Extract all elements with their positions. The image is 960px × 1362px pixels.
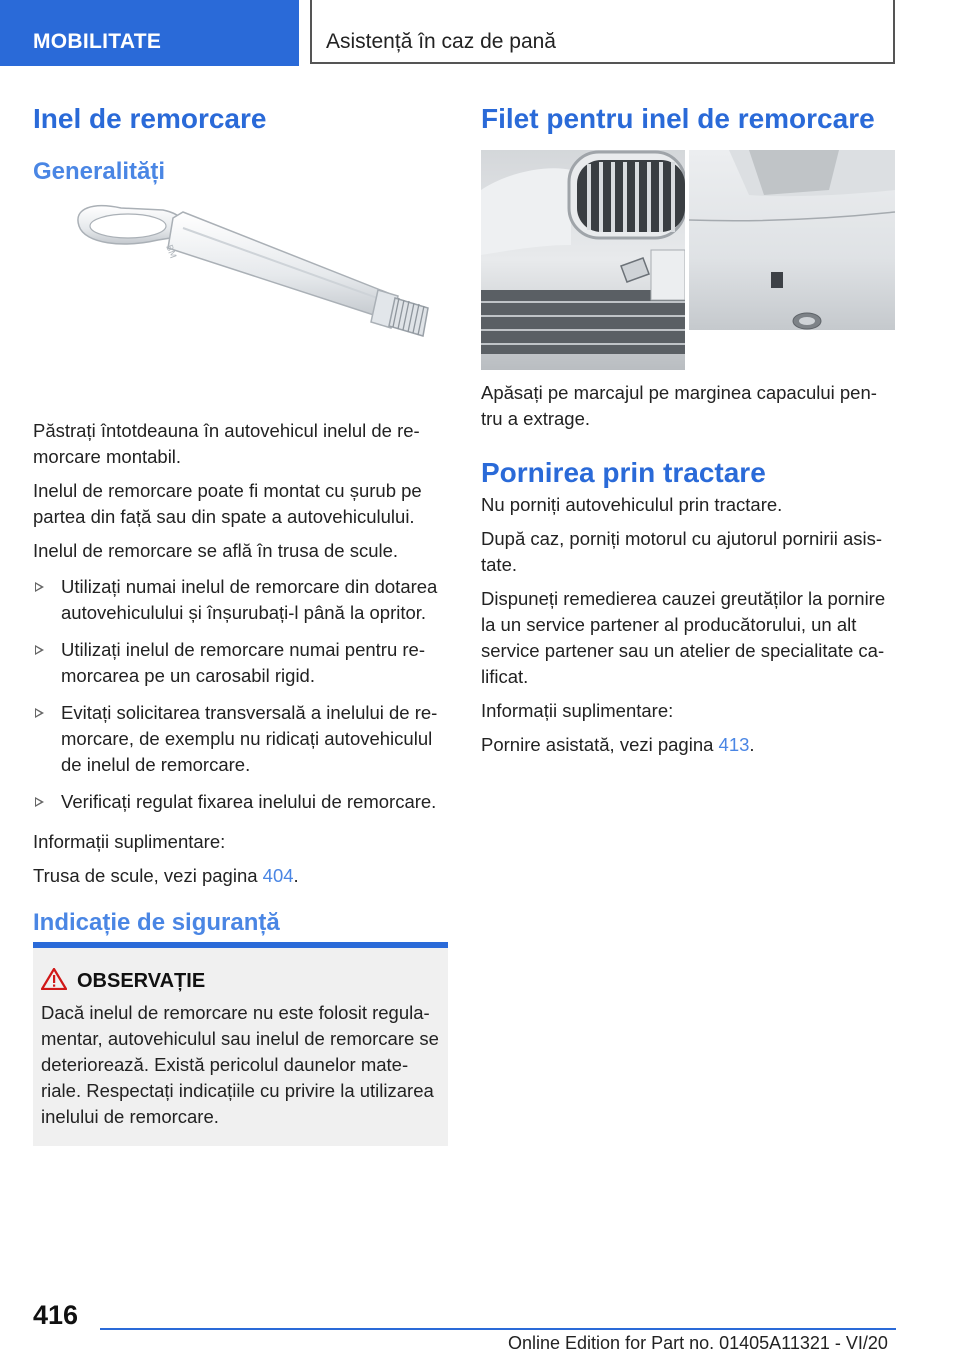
paragraph-mounting: Inelul de remorcare poate fi montat cu șurub pe partea din față sau din spate a autovehiculului. bbox=[33, 480, 422, 527]
list-item: Utilizați numai inelul de remorcare din dotarea autovehiculului și înșurubați-l până la opritor. bbox=[33, 574, 448, 626]
start-heading: Pornirea prin tractare bbox=[481, 457, 766, 488]
subtitle-generalities: Generalități bbox=[33, 158, 166, 185]
triangle-bullet-icon bbox=[35, 797, 44, 807]
page-link-413[interactable]: 413 bbox=[718, 734, 750, 755]
safety-heading: Indicație de siguranță bbox=[33, 909, 280, 936]
paragraph-no-tow-start: Nu porniți autovehiculul prin tractare. bbox=[481, 494, 783, 515]
page-link-404[interactable]: 404 bbox=[262, 865, 294, 886]
paragraph-jump-start: După caz, porniți motorul cu ajutorul pornirii asis-tate. bbox=[481, 528, 883, 575]
list-item: Verificați regulat fixarea inelului de remorcare. bbox=[33, 789, 448, 815]
warning-box bbox=[33, 942, 448, 1146]
info-label: Informații suplimentare: bbox=[481, 700, 674, 721]
tow-ring-illustration bbox=[33, 188, 448, 418]
paragraph-service: Dispuneți remedierea cauzei greutăților la pornire la un service partener al producătorului, un alt service partener sau un atelier de specialitate ca-lificat. bbox=[481, 588, 886, 687]
instruction-list bbox=[33, 574, 448, 815]
triangle-bullet-icon bbox=[35, 645, 44, 655]
paragraph-keep-ring: Păstrați întotdeauna în autovehicul inelul de re-morcare montabil. bbox=[33, 420, 420, 467]
list-item: Utilizați inelul de remorcare numai pentru re-morcarea pe un carosabil rigid. bbox=[33, 637, 448, 689]
thread-heading: Filet pentru inel de remorcare bbox=[481, 103, 875, 134]
left-column bbox=[33, 100, 448, 939]
section-tab bbox=[0, 0, 299, 66]
rear-bumper-photo bbox=[689, 150, 895, 330]
svg-text:BM: BM bbox=[163, 243, 178, 261]
paragraph-tool-kit: Inelul de remorcare se află în trusa de scule. bbox=[33, 540, 399, 561]
reference-jump-start: Pornire asistată, vezi pagina 413. bbox=[481, 734, 755, 755]
footer-divider bbox=[100, 1328, 896, 1330]
list-item: Evitați solicitarea transversală a inelului de re-morcare, de exemplu nu ridicați autovehiculul de inelul de remorcare. bbox=[33, 700, 448, 778]
warning-title: OBSERVAȚIE bbox=[77, 970, 206, 992]
warning-text: Dacă inelul de remorcare nu este folosit regula-mentar, autovehiculul sau inelul de remorcare se deteriorează. Există pericolul daunelor mate-riale. Respectați indicațiile cu privire la utilizarea inelului de remorcare. bbox=[41, 1002, 439, 1127]
triangle-bullet-icon bbox=[35, 582, 44, 592]
page-number: 416 bbox=[33, 1300, 79, 1330]
front-bumper-photo bbox=[481, 150, 685, 370]
info-label: Informații suplimentare: bbox=[33, 831, 226, 852]
section-label: MOBILITATE bbox=[33, 30, 162, 53]
footer-edition: Online Edition for Part no. 01405A11321 - VI/20 bbox=[508, 1333, 888, 1353]
paragraph-press-cap: Apăsați pe marcajul pe marginea capacului pen-tru a extrage. bbox=[481, 382, 877, 429]
page-title: Inel de remorcare bbox=[33, 103, 267, 134]
reference-tool-kit: Trusa de scule, vezi pagina 404. bbox=[33, 865, 299, 886]
chapter-label: Asistență în caz de pană bbox=[326, 30, 556, 53]
triangle-bullet-icon bbox=[35, 708, 44, 718]
chapter-tab bbox=[310, 0, 895, 64]
warning-triangle-icon bbox=[41, 968, 67, 990]
right-column bbox=[481, 100, 896, 766]
tow-ring-icon bbox=[33, 188, 448, 418]
tow-thread-photos bbox=[481, 150, 896, 380]
